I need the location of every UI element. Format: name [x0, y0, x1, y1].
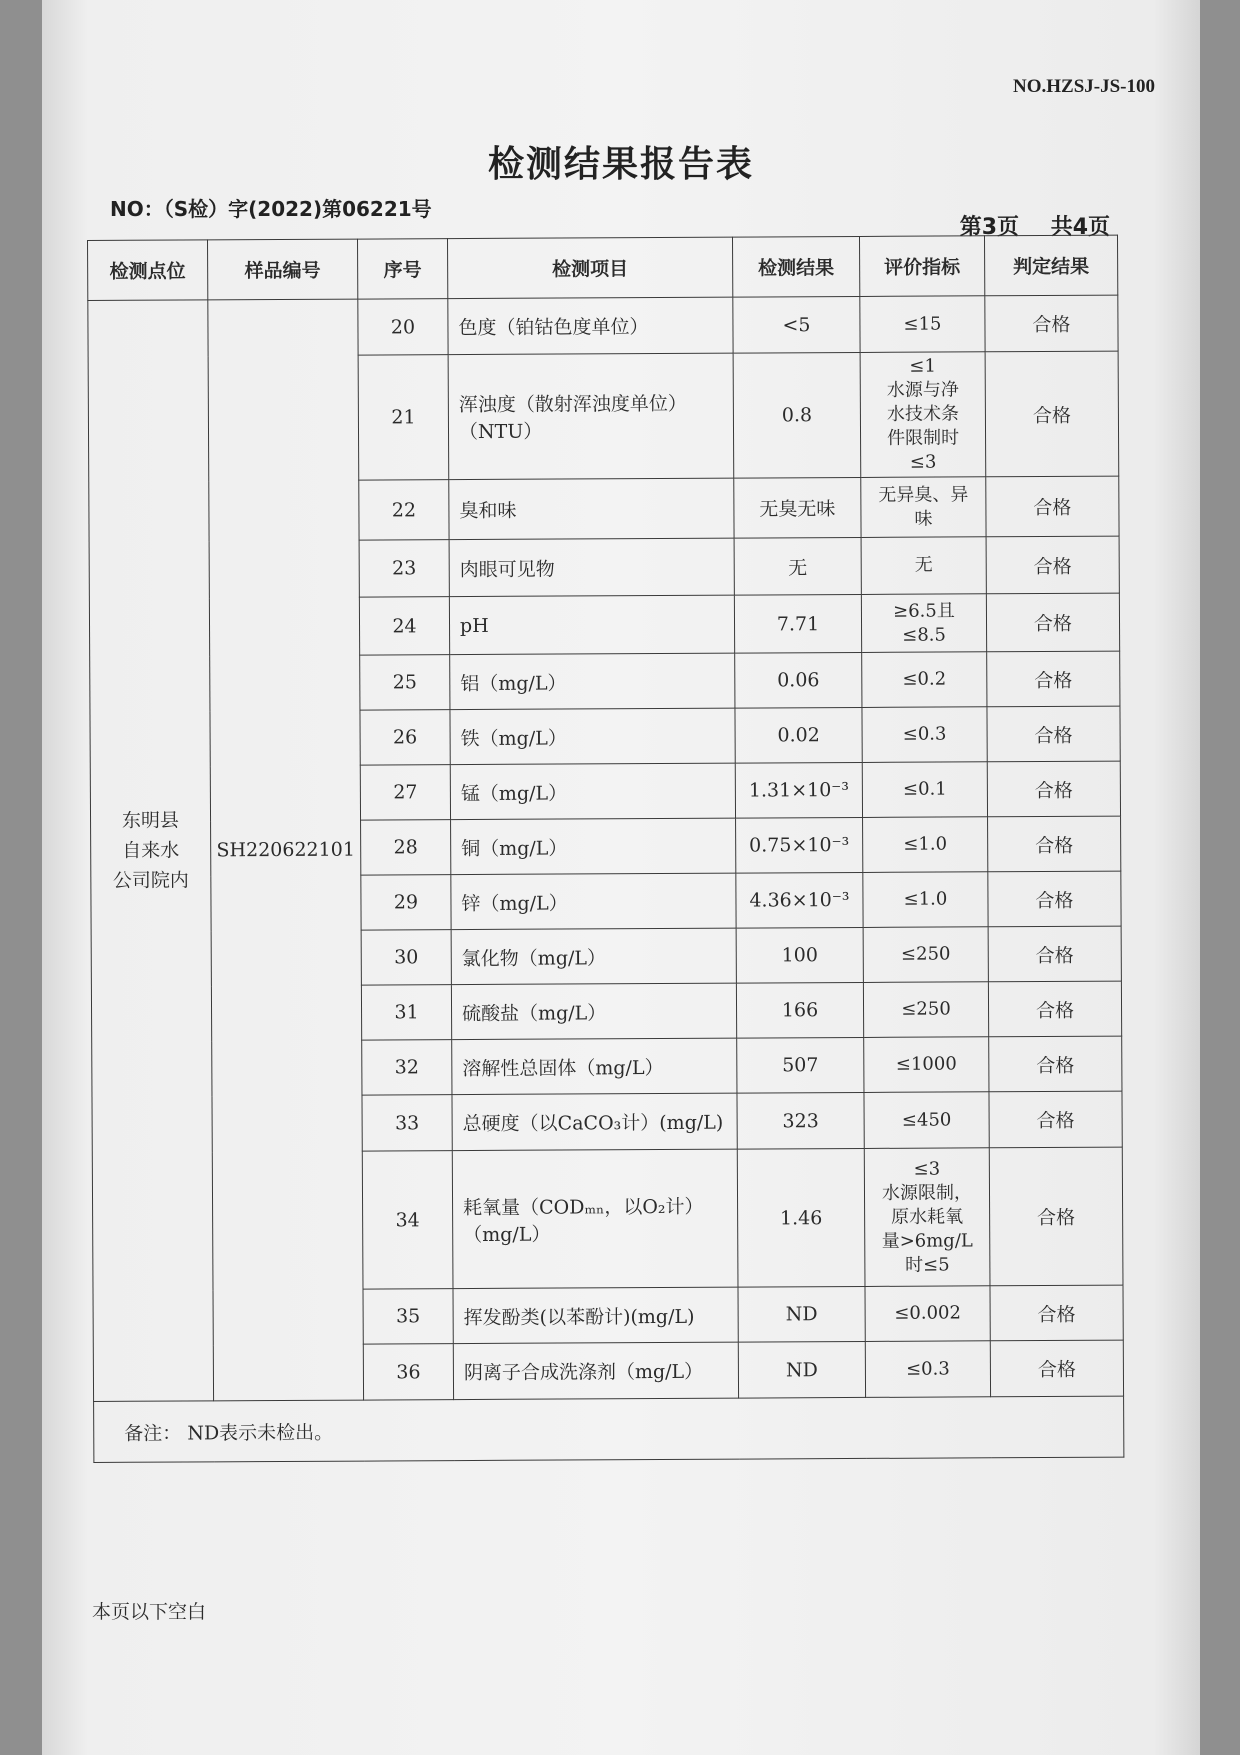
verdict-cell: 合格 — [988, 871, 1121, 927]
page-title: 检测结果报告表 — [487, 144, 754, 185]
header-seq: 序号 — [357, 239, 447, 299]
seq-cell: 30 — [361, 930, 451, 985]
criterion-cell: 无 — [861, 537, 986, 595]
criterion-cell: ≤1.0 — [863, 817, 988, 873]
item-cell: 铁（mg/L） — [450, 708, 735, 764]
table-header-row — [88, 235, 1118, 300]
criterion-cell: ≤0.3 — [862, 707, 987, 763]
item-cell: 铝（mg/L） — [450, 653, 735, 709]
current-page: 第3页 — [959, 215, 1020, 240]
result-cell: 0.75×10⁻³ — [736, 817, 863, 873]
result-cell: ND — [738, 1341, 865, 1398]
seq-cell: 25 — [360, 655, 450, 710]
item-cell: 锰（mg/L） — [450, 763, 735, 819]
verdict-cell: 合格 — [985, 351, 1119, 477]
table-body — [88, 295, 1124, 1401]
item-cell: 臭和味 — [449, 478, 734, 539]
seq-cell: 22 — [359, 480, 449, 540]
criterion-cell: ≤250 — [863, 927, 988, 983]
result-cell: 7.71 — [734, 594, 861, 653]
item-cell: pH — [449, 595, 734, 654]
item-cell: 锌（mg/L） — [451, 873, 736, 929]
criterion-cell: ≤1.0 — [863, 872, 988, 928]
item-cell: 硫酸盐（mg/L） — [451, 983, 736, 1039]
seq-cell: 35 — [363, 1289, 453, 1344]
item-cell: 溶解性总固体（mg/L） — [452, 1038, 737, 1094]
seq-cell: 36 — [363, 1344, 453, 1400]
result-cell: 0.06 — [735, 652, 862, 708]
total-pages: 共4页 — [1050, 215, 1110, 240]
result-cell: 166 — [736, 982, 863, 1038]
seq-cell: 32 — [362, 1040, 452, 1095]
verdict-cell: 合格 — [987, 761, 1120, 817]
table-row — [88, 295, 1118, 356]
item-cell: 阴离子合成洗涤剂（mg/L） — [453, 1342, 738, 1399]
header-location: 检测点位 — [88, 240, 208, 301]
item-cell: 耗氧量（CODₘₙ，以O₂计） （mg/L） — [452, 1149, 738, 1288]
result-cell: 无臭无味 — [734, 477, 861, 538]
item-cell: 色度（铂钴色度单位） — [448, 297, 733, 354]
criterion-cell: ≤0.002 — [865, 1286, 990, 1342]
result-cell: 1.31×10⁻³ — [735, 762, 862, 818]
seq-cell: 28 — [361, 820, 451, 875]
criterion-cell: ≤250 — [863, 982, 988, 1038]
report-number: NO：（S检）字(2022)第06221号 — [110, 197, 432, 221]
criterion-cell: ≤3 水源限制， 原水耗氧 量>6mg/L 时≤5 — [864, 1148, 990, 1287]
item-cell: 挥发酚类(以苯酚计)(mg/L) — [453, 1287, 738, 1343]
result-cell: 无 — [734, 537, 861, 595]
seq-cell: 20 — [358, 299, 448, 355]
item-cell: 总硬度（以CaCO₃计）(mg/L) — [452, 1093, 737, 1150]
seq-cell: 21 — [358, 355, 449, 480]
blank-page-note: 本页以下空白 — [92, 1601, 207, 1623]
result-cell: 0.8 — [733, 352, 861, 478]
item-cell: 氯化物（mg/L） — [451, 928, 736, 984]
header-verdict: 判定结果 — [984, 235, 1117, 296]
verdict-cell: 合格 — [987, 706, 1120, 762]
verdict-cell: 合格 — [989, 1091, 1122, 1148]
verdict-cell: 合格 — [990, 1340, 1123, 1397]
result-cell: <5 — [733, 296, 860, 353]
verdict-cell: 合格 — [989, 1036, 1122, 1092]
seq-cell: 26 — [360, 710, 450, 765]
result-cell: 1.46 — [737, 1148, 865, 1287]
remark-text: 备注： ND表示未检出。 — [94, 1396, 1124, 1462]
seq-cell: 23 — [359, 540, 449, 597]
results-table-wrapper — [87, 235, 1123, 1463]
criterion-cell: ≤450 — [864, 1092, 989, 1149]
verdict-cell: 合格 — [986, 593, 1119, 652]
result-cell: 4.36×10⁻³ — [736, 872, 863, 928]
item-cell: 肉眼可见物 — [449, 538, 734, 596]
seq-cell: 27 — [360, 765, 450, 820]
result-cell: ND — [738, 1286, 865, 1342]
result-cell: 507 — [737, 1037, 864, 1093]
item-cell: 铜（mg/L） — [451, 818, 736, 874]
results-table — [87, 235, 1124, 1463]
verdict-cell: 合格 — [990, 1285, 1123, 1341]
verdict-cell: 合格 — [988, 981, 1121, 1037]
criterion-cell: ≤15 — [860, 296, 985, 353]
sample-number-cell: SH220622101 — [208, 299, 364, 1401]
document-code: NO.HZSJ-JS-100 — [1013, 76, 1155, 97]
criterion-cell: ≤0.2 — [862, 652, 987, 708]
criterion-cell: ≤1 水源与净 水技术条 件限制时 ≤3 — [860, 352, 986, 478]
header-criterion: 评价指标 — [859, 236, 984, 297]
verdict-cell: 合格 — [986, 536, 1119, 594]
criterion-cell: ≤0.3 — [865, 1341, 990, 1398]
verdict-cell: 合格 — [988, 816, 1121, 872]
seq-cell: 33 — [362, 1095, 452, 1151]
header-sample-no: 样品编号 — [208, 239, 358, 300]
remark-row — [94, 1396, 1124, 1462]
criterion-cell: 无异臭、异 味 — [861, 477, 986, 538]
result-cell: 323 — [737, 1092, 864, 1149]
header-result: 检测结果 — [732, 236, 859, 297]
result-cell: 100 — [736, 927, 863, 983]
criterion-cell: ≥6.5且 ≤8.5 — [861, 594, 986, 653]
item-cell: 浑浊度（散射浑浊度单位） （NTU） — [448, 353, 734, 479]
document-page — [42, 0, 1200, 1755]
location-cell: 东明县 自来水 公司院内 — [88, 300, 214, 1402]
verdict-cell: 合格 — [987, 651, 1120, 707]
header-item: 检测项目 — [447, 237, 732, 298]
verdict-cell: 合格 — [986, 476, 1119, 537]
result-cell: 0.02 — [735, 707, 862, 763]
criterion-cell: ≤0.1 — [862, 762, 987, 818]
seq-cell: 24 — [359, 597, 449, 655]
verdict-cell: 合格 — [985, 295, 1118, 352]
verdict-cell: 合格 — [988, 926, 1121, 982]
verdict-cell: 合格 — [989, 1147, 1123, 1286]
seq-cell: 34 — [362, 1151, 453, 1289]
seq-cell: 29 — [361, 875, 451, 930]
seq-cell: 31 — [361, 985, 451, 1040]
criterion-cell: ≤1000 — [864, 1037, 989, 1093]
